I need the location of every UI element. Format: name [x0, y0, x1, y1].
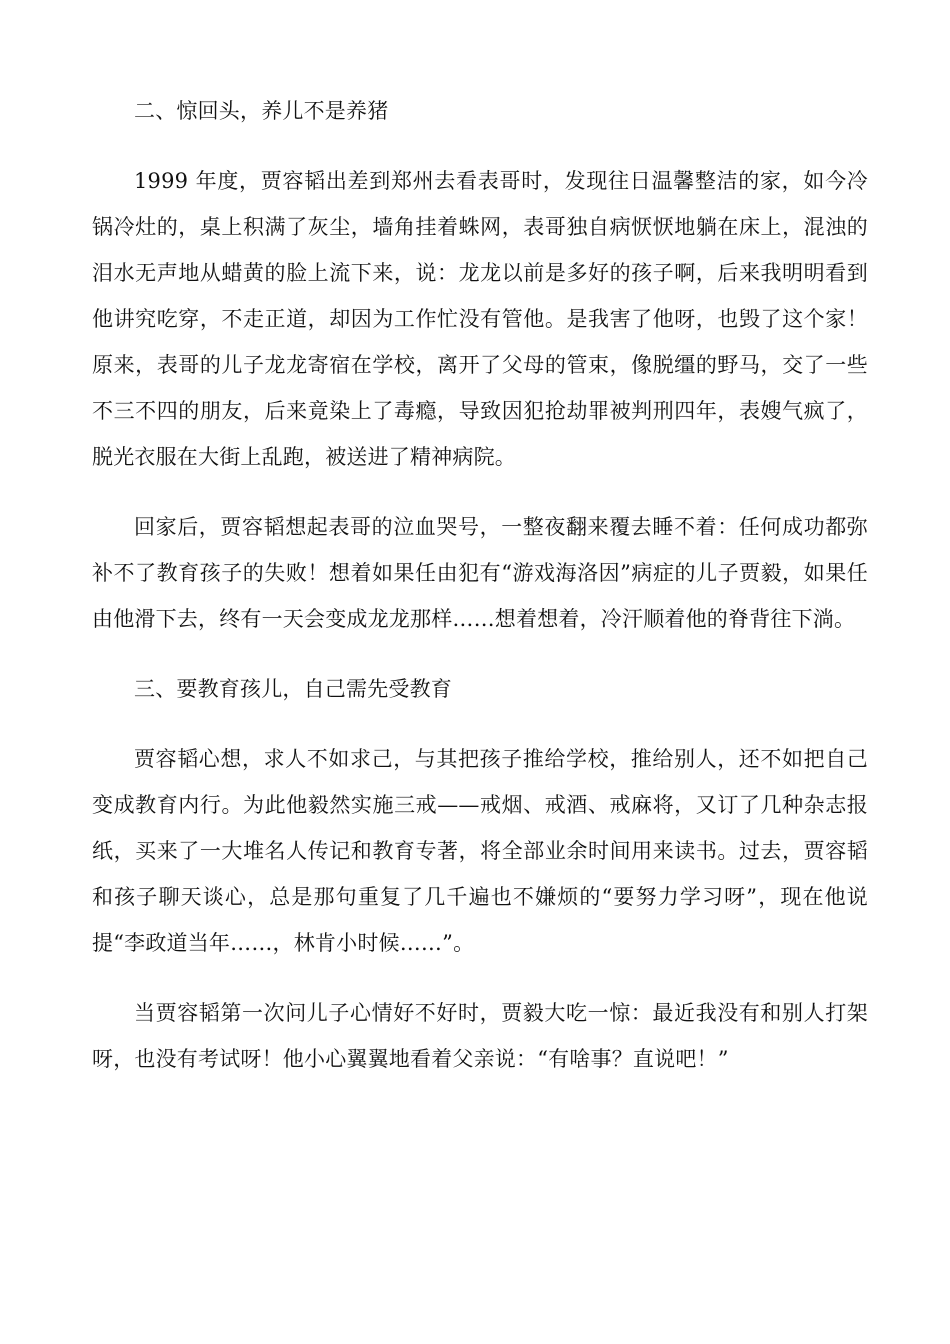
paragraph-first-question: 当贾容韬第一次问儿子心情好不好时，贾毅大吃一惊：最近我没有和别人打架呀，也没有考试呀！他小心翼翼地看着父亲说：“有啥事？直说吧！”: [92, 1001, 868, 1071]
section-heading-3: 三、要教育孩儿，自己需先受教育: [134, 677, 452, 701]
paragraph-self-education: 贾容韬心想，求人不如求己，与其把孩子推给学校，推给别人，还不如把自己变成教育内行。为此他毅然实施三戒——戒烟、戒酒、戒麻将，又订了几种杂志报纸，买来了一大堆名人传记和教育专著，将全部业余时间用来读书。过去，贾容韬和孩子聊天谈心，总是那句重复了几千遍也不嫌烦的“要努力学习呀”，现在他说提“李政道当年……，林肯小时候……”。: [92, 747, 868, 955]
paragraph-sleepless-night: 回家后，贾容韬想起表哥的泣血哭号，一整夜翻来覆去睡不着：任何成功都弥补不了教育孩子的失败！想着如果任由犯有“游戏海洛因”病症的儿子贾毅，如果任由他滑下去，终有一天会变成龙龙那样……想着想着，冷汗顺着他的脊背往下淌。: [92, 515, 868, 631]
paragraph-visit-cousin: 1999 年度，贾容韬出差到郑州去看表哥时，发现往日温馨整洁的家，如今冷锅冷灶的，桌上积满了灰尘，墙角挂着蛛网，表哥独自病恹恹地躺在床上，混浊的泪水无声地从蜡黄的脸上流下来，说：龙龙以前是多好的孩子啊，后来我明明看到他讲究吃穿，不走正道，却因为工作忙没有管他。是我害了他呀，也毁了这个家！原来，表哥的儿子龙龙寄宿在学校，离开了父母的管束，像脱缰的野马，交了一些不三不四的朋友，后来竟染上了毒瘾，导致因犯抢劫罪被判刑四年，表嫂气疯了，脱光衣服在大街上乱跑，被送进了精神病院。: [92, 169, 868, 469]
section-heading-2: 二、惊回头，养儿不是养猪: [134, 99, 389, 123]
document-body: [92, 88, 868, 1106]
